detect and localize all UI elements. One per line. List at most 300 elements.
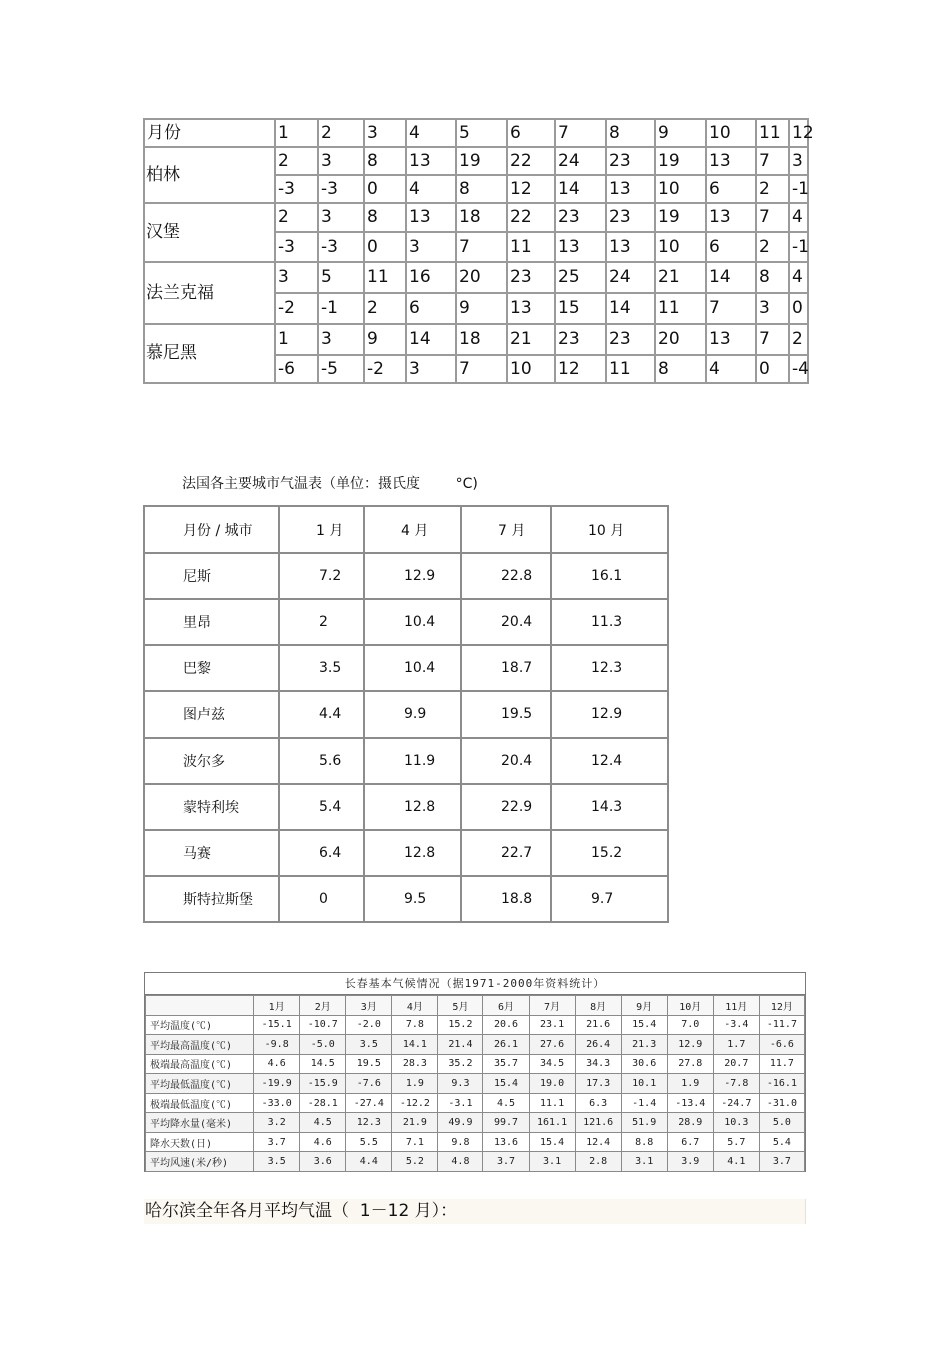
table-row — [144, 119, 808, 147]
value-cell: -31.0 — [759, 1093, 804, 1113]
temperature-cell: 11.3 — [551, 599, 668, 645]
table-row — [144, 784, 668, 830]
row-label-cell: 极端最低温度(℃) — [146, 1093, 254, 1113]
low-temp-cell: 13 — [555, 232, 606, 262]
temperature-cell: 3.5 — [279, 645, 364, 691]
value-cell: -5.0 — [300, 1035, 346, 1055]
value-cell: 27.6 — [529, 1035, 575, 1055]
table-row — [146, 1093, 805, 1113]
high-temp-cell: 23 — [606, 203, 655, 232]
city-name-cell: 蒙特利埃 — [144, 784, 279, 830]
high-temp-cell: 9 — [364, 324, 406, 355]
temperature-cell: 6.4 — [279, 830, 364, 876]
temperature-cell: 0 — [279, 876, 364, 922]
table-row — [146, 1074, 805, 1094]
high-temp-cell: 25 — [555, 262, 606, 293]
temperature-cell: 10.4 — [364, 599, 461, 645]
table-row — [144, 262, 808, 293]
value-cell: 14.1 — [392, 1035, 438, 1055]
low-temp-cell: 12 — [507, 175, 555, 203]
low-temp-cell: 9 — [456, 293, 507, 324]
value-cell: -11.7 — [759, 1015, 804, 1035]
temperature-cell: 5.6 — [279, 738, 364, 784]
high-temp-cell: 23 — [555, 203, 606, 232]
value-cell: 3.9 — [667, 1152, 713, 1172]
high-temp-cell: 3 — [275, 262, 318, 293]
low-temp-cell: 6 — [706, 175, 756, 203]
low-temp-cell: 6 — [706, 232, 756, 262]
low-temp-cell: 14 — [555, 175, 606, 203]
temperature-cell: 11.9 — [364, 738, 461, 784]
temperature-cell: 20.4 — [461, 738, 551, 784]
high-temp-cell: 22 — [507, 147, 555, 175]
value-cell: 3.7 — [254, 1132, 300, 1152]
high-temp-cell: 8 — [364, 147, 406, 175]
temperature-cell: 12.9 — [551, 691, 668, 737]
value-cell: 28.9 — [667, 1113, 713, 1133]
city-name-cell: 马赛 — [144, 830, 279, 876]
temperature-cell: 9.7 — [551, 876, 668, 922]
value-cell: 7.1 — [392, 1132, 438, 1152]
temperature-cell: 9.5 — [364, 876, 461, 922]
value-cell: 34.3 — [575, 1054, 621, 1074]
value-cell: 3.2 — [254, 1113, 300, 1133]
high-temp-cell: 14 — [706, 262, 756, 293]
city-name-cell: 斯特拉斯堡 — [144, 876, 279, 922]
month-header-label: 月份 — [144, 119, 275, 147]
temperature-cell: 10.4 — [364, 645, 461, 691]
value-cell: 9.3 — [438, 1074, 483, 1094]
value-cell: 26.1 — [483, 1035, 529, 1055]
high-temp-cell: 13 — [706, 147, 756, 175]
month-header-cell: 3 — [364, 119, 406, 147]
month-header-cell: 7 月 — [461, 506, 551, 553]
month-header-cell: 6 — [507, 119, 555, 147]
value-cell: 10.3 — [713, 1113, 759, 1133]
low-temp-cell: 0 — [364, 175, 406, 203]
value-cell: 19.0 — [529, 1074, 575, 1094]
table-row — [144, 645, 668, 691]
value-cell: -27.4 — [346, 1093, 392, 1113]
high-temp-cell: 18 — [456, 324, 507, 355]
value-cell: 5.0 — [759, 1113, 804, 1133]
month-header-cell: 12月 — [759, 996, 804, 1016]
value-cell: 8.8 — [621, 1132, 667, 1152]
table-row — [144, 830, 668, 876]
row-label-cell: 平均风速(米/秒) — [146, 1152, 254, 1172]
value-cell: 51.9 — [621, 1113, 667, 1133]
month-header-cell: 11 — [756, 119, 789, 147]
value-cell: 34.5 — [529, 1054, 575, 1074]
value-cell: 4.1 — [713, 1152, 759, 1172]
value-cell: 1.9 — [392, 1074, 438, 1094]
city-name-cell: 柏林 — [144, 147, 275, 203]
france-temperature-table — [143, 505, 669, 923]
value-cell: 5.4 — [759, 1132, 804, 1152]
value-cell: 4.6 — [300, 1132, 346, 1152]
value-cell: 49.9 — [438, 1113, 483, 1133]
low-temp-cell: 0 — [756, 355, 789, 383]
value-cell: -6.6 — [759, 1035, 804, 1055]
city-name-cell: 慕尼黑 — [144, 324, 275, 383]
temperature-cell: 12.8 — [364, 830, 461, 876]
low-temp-cell: 2 — [364, 293, 406, 324]
low-temp-cell: 2 — [756, 232, 789, 262]
value-cell: 27.8 — [667, 1054, 713, 1074]
month-header-cell: 5月 — [438, 996, 483, 1016]
table-row — [144, 203, 808, 232]
month-header-cell: 6月 — [483, 996, 529, 1016]
high-temp-cell: 8 — [364, 203, 406, 232]
low-temp-cell: 0 — [789, 293, 808, 324]
value-cell: 11.1 — [529, 1093, 575, 1113]
low-temp-cell: 13 — [507, 293, 555, 324]
value-cell: 3.1 — [529, 1152, 575, 1172]
value-cell: 15.4 — [529, 1132, 575, 1152]
value-cell: -7.8 — [713, 1074, 759, 1094]
table-row — [144, 691, 668, 737]
month-header-cell: 10 月 — [551, 506, 668, 553]
low-temp-cell: 8 — [456, 175, 507, 203]
changchun-table-title: 长春基本气候情况（据1971-2000年资料统计） — [145, 973, 805, 995]
harbin-heading: 哈尔滨全年各月平均气温（ 1－12 月）： — [144, 1199, 806, 1224]
month-header-cell: 4 月 — [364, 506, 461, 553]
value-cell: 23.1 — [529, 1015, 575, 1035]
temperature-cell: 22.8 — [461, 553, 551, 599]
temperature-cell: 14.3 — [551, 784, 668, 830]
value-cell: 3.6 — [300, 1152, 346, 1172]
temperature-cell: 4.4 — [279, 691, 364, 737]
low-temp-cell: 3 — [406, 232, 456, 262]
month-header-cell: 8月 — [575, 996, 621, 1016]
month-header-cell: 10月 — [667, 996, 713, 1016]
month-header-cell: 4月 — [392, 996, 438, 1016]
city-name-cell: 巴黎 — [144, 645, 279, 691]
value-cell: 15.4 — [483, 1074, 529, 1094]
value-cell: -9.8 — [254, 1035, 300, 1055]
table-row — [146, 996, 805, 1016]
high-temp-cell: 19 — [655, 147, 706, 175]
low-temp-cell: 14 — [606, 293, 655, 324]
value-cell: 161.1 — [529, 1113, 575, 1133]
temperature-cell: 16.1 — [551, 553, 668, 599]
temperature-cell: 19.5 — [461, 691, 551, 737]
low-temp-cell: 7 — [456, 232, 507, 262]
table-row — [146, 1132, 805, 1152]
table-row — [144, 324, 808, 355]
high-temp-cell: 22 — [507, 203, 555, 232]
temperature-cell: 15.2 — [551, 830, 668, 876]
value-cell: 26.4 — [575, 1035, 621, 1055]
low-temp-cell: -3 — [318, 175, 364, 203]
month-header-cell: 1 月 — [279, 506, 364, 553]
value-cell: 35.2 — [438, 1054, 483, 1074]
value-cell: -15.9 — [300, 1074, 346, 1094]
high-temp-cell: 19 — [456, 147, 507, 175]
table-row — [144, 147, 808, 175]
high-temp-cell: 13 — [406, 147, 456, 175]
low-temp-cell: 7 — [706, 293, 756, 324]
value-cell: 28.3 — [392, 1054, 438, 1074]
low-temp-cell: -2 — [275, 293, 318, 324]
high-temp-cell: 24 — [606, 262, 655, 293]
low-temp-cell: -4 — [789, 355, 808, 383]
value-cell: -1.4 — [621, 1093, 667, 1113]
temperature-cell: 12.9 — [364, 553, 461, 599]
city-name-cell: 汉堡 — [144, 203, 275, 262]
row-label-cell: 极端最高温度(℃) — [146, 1054, 254, 1074]
value-cell: 3.5 — [254, 1152, 300, 1172]
value-cell: 5.7 — [713, 1132, 759, 1152]
value-cell: 4.6 — [254, 1054, 300, 1074]
month-header-cell: 8 — [606, 119, 655, 147]
table-row — [146, 1152, 805, 1172]
low-temp-cell: 10 — [507, 355, 555, 383]
temperature-cell: 12.4 — [551, 738, 668, 784]
value-cell: 15.2 — [438, 1015, 483, 1035]
high-temp-cell: 20 — [655, 324, 706, 355]
temperature-cell: 7.2 — [279, 553, 364, 599]
value-cell: 21.4 — [438, 1035, 483, 1055]
value-cell: 10.1 — [621, 1074, 667, 1094]
value-cell: 17.3 — [575, 1074, 621, 1094]
high-temp-cell: 14 — [406, 324, 456, 355]
city-name-cell: 法兰克福 — [144, 262, 275, 324]
city-name-cell: 图卢兹 — [144, 691, 279, 737]
low-temp-cell: 6 — [406, 293, 456, 324]
table-row — [144, 599, 668, 645]
value-cell: -7.6 — [346, 1074, 392, 1094]
month-header-cell: 4 — [406, 119, 456, 147]
high-temp-cell: 3 — [789, 147, 808, 175]
value-cell: 99.7 — [483, 1113, 529, 1133]
high-temp-cell: 23 — [555, 324, 606, 355]
value-cell: 1.9 — [667, 1074, 713, 1094]
value-cell: 11.7 — [759, 1054, 804, 1074]
temperature-cell: 5.4 — [279, 784, 364, 830]
city-name-cell: 尼斯 — [144, 553, 279, 599]
value-cell: -2.0 — [346, 1015, 392, 1035]
high-temp-cell: 3 — [318, 324, 364, 355]
low-temp-cell: -3 — [318, 232, 364, 262]
value-cell: -19.9 — [254, 1074, 300, 1094]
temperature-cell: 18.8 — [461, 876, 551, 922]
value-cell: -3.1 — [438, 1093, 483, 1113]
high-temp-cell: 1 — [275, 324, 318, 355]
high-temp-cell: 2 — [275, 203, 318, 232]
value-cell: -3.4 — [713, 1015, 759, 1035]
value-cell: 7.8 — [392, 1015, 438, 1035]
month-header-cell: 2月 — [300, 996, 346, 1016]
high-temp-cell: 2 — [789, 324, 808, 355]
low-temp-cell: 10 — [655, 175, 706, 203]
low-temp-cell: 11 — [507, 232, 555, 262]
temperature-cell: 22.9 — [461, 784, 551, 830]
value-cell: 13.6 — [483, 1132, 529, 1152]
value-cell: 4.5 — [483, 1093, 529, 1113]
table-row — [146, 1015, 805, 1035]
low-temp-cell: -1 — [318, 293, 364, 324]
low-temp-cell: -2 — [364, 355, 406, 383]
high-temp-cell: 13 — [706, 324, 756, 355]
month-header-cell: 1月 — [254, 996, 300, 1016]
value-cell: 35.7 — [483, 1054, 529, 1074]
low-temp-cell: -5 — [318, 355, 364, 383]
temperature-cell: 12.8 — [364, 784, 461, 830]
month-header-cell: 10 — [706, 119, 756, 147]
low-temp-cell: -3 — [275, 175, 318, 203]
high-temp-cell: 21 — [507, 324, 555, 355]
value-cell: 19.5 — [346, 1054, 392, 1074]
value-cell: 121.6 — [575, 1113, 621, 1133]
value-cell: 5.2 — [392, 1152, 438, 1172]
value-cell: 20.6 — [483, 1015, 529, 1035]
high-temp-cell: 3 — [318, 147, 364, 175]
value-cell: 6.7 — [667, 1132, 713, 1152]
corner-cell — [146, 996, 254, 1016]
temperature-cell: 2 — [279, 599, 364, 645]
value-cell: 3.1 — [621, 1152, 667, 1172]
row-label-cell: 平均降水量(毫米) — [146, 1113, 254, 1133]
value-cell: 21.9 — [392, 1113, 438, 1133]
value-cell: 12.4 — [575, 1132, 621, 1152]
value-cell: 1.7 — [713, 1035, 759, 1055]
value-cell: 20.7 — [713, 1054, 759, 1074]
row-label-cell: 降水天数(日) — [146, 1132, 254, 1152]
month-header-cell: 1 — [275, 119, 318, 147]
high-temp-cell: 11 — [364, 262, 406, 293]
table-row — [146, 1054, 805, 1074]
month-header-cell: 7月 — [529, 996, 575, 1016]
changchun-climate-table — [145, 995, 805, 1172]
high-temp-cell: 4 — [789, 203, 808, 232]
high-temp-cell: 5 — [318, 262, 364, 293]
value-cell: 2.8 — [575, 1152, 621, 1172]
value-cell: 21.3 — [621, 1035, 667, 1055]
high-temp-cell: 18 — [456, 203, 507, 232]
month-header-cell: 11月 — [713, 996, 759, 1016]
value-cell: 4.4 — [346, 1152, 392, 1172]
high-temp-cell: 7 — [756, 203, 789, 232]
value-cell: 7.0 — [667, 1015, 713, 1035]
value-cell: -13.4 — [667, 1093, 713, 1113]
value-cell: 30.6 — [621, 1054, 667, 1074]
low-temp-cell: 11 — [655, 293, 706, 324]
low-temp-cell: -6 — [275, 355, 318, 383]
high-temp-cell: 23 — [507, 262, 555, 293]
value-cell: -24.7 — [713, 1093, 759, 1113]
high-temp-cell: 16 — [406, 262, 456, 293]
month-header-cell: 3月 — [346, 996, 392, 1016]
low-temp-cell: 13 — [606, 232, 655, 262]
low-temp-cell: -1 — [789, 175, 808, 203]
low-temp-cell: -3 — [275, 232, 318, 262]
value-cell: 12.3 — [346, 1113, 392, 1133]
value-cell: 15.4 — [621, 1015, 667, 1035]
month-city-header-cell: 月份 / 城市 — [144, 506, 279, 553]
value-cell: -33.0 — [254, 1093, 300, 1113]
row-label-cell: 平均最低温度(℃) — [146, 1074, 254, 1094]
high-temp-cell: 13 — [406, 203, 456, 232]
table-row — [146, 1113, 805, 1133]
low-temp-cell: 2 — [756, 175, 789, 203]
low-temp-cell: 13 — [606, 175, 655, 203]
value-cell: 5.5 — [346, 1132, 392, 1152]
changchun-climate-table-image — [144, 972, 806, 1172]
table-row — [144, 876, 668, 922]
low-temp-cell: 3 — [406, 355, 456, 383]
low-temp-cell: 7 — [456, 355, 507, 383]
low-temp-cell: -1 — [789, 232, 808, 262]
high-temp-cell: 3 — [318, 203, 364, 232]
low-temp-cell: 12 — [555, 355, 606, 383]
month-header-cell: 9月 — [621, 996, 667, 1016]
month-header-cell: 9 — [655, 119, 706, 147]
high-temp-cell: 4 — [789, 262, 808, 293]
high-temp-cell: 23 — [606, 147, 655, 175]
value-cell: 3.7 — [483, 1152, 529, 1172]
germany-temperature-table — [143, 118, 814, 384]
high-temp-cell: 19 — [655, 203, 706, 232]
low-temp-cell: 8 — [655, 355, 706, 383]
row-label-cell: 平均最高温度(℃) — [146, 1035, 254, 1055]
value-cell: 4.5 — [300, 1113, 346, 1133]
value-cell: 4.8 — [438, 1152, 483, 1172]
value-cell: -10.7 — [300, 1015, 346, 1035]
table-row — [144, 506, 668, 553]
low-temp-cell: 3 — [756, 293, 789, 324]
high-temp-cell: 7 — [756, 147, 789, 175]
high-temp-cell: 2 — [275, 147, 318, 175]
temperature-cell: 9.9 — [364, 691, 461, 737]
month-header-cell: 2 — [318, 119, 364, 147]
temperature-cell: 22.7 — [461, 830, 551, 876]
value-cell: -16.1 — [759, 1074, 804, 1094]
temperature-cell: 18.7 — [461, 645, 551, 691]
city-name-cell: 里昂 — [144, 599, 279, 645]
high-temp-cell: 21 — [655, 262, 706, 293]
temperature-cell: 12.3 — [551, 645, 668, 691]
france-table-title: 法国各主要城市气温表（单位：摄氏度 °C) — [182, 476, 478, 492]
low-temp-cell: 4 — [406, 175, 456, 203]
high-temp-cell: 20 — [456, 262, 507, 293]
value-cell: -15.1 — [254, 1015, 300, 1035]
table-row — [144, 738, 668, 784]
value-cell: 12.9 — [667, 1035, 713, 1055]
row-label-cell: 平均温度(℃) — [146, 1015, 254, 1035]
value-cell: -12.2 — [392, 1093, 438, 1113]
value-cell: 9.8 — [438, 1132, 483, 1152]
table-row — [144, 553, 668, 599]
value-cell: 3.7 — [759, 1152, 804, 1172]
temperature-cell: 20.4 — [461, 599, 551, 645]
value-cell: 21.6 — [575, 1015, 621, 1035]
city-name-cell: 波尔多 — [144, 738, 279, 784]
high-temp-cell: 8 — [756, 262, 789, 293]
low-temp-cell: 4 — [706, 355, 756, 383]
month-header-cell: 7 — [555, 119, 606, 147]
value-cell: -28.1 — [300, 1093, 346, 1113]
value-cell: 6.3 — [575, 1093, 621, 1113]
low-temp-cell: 15 — [555, 293, 606, 324]
low-temp-cell: 11 — [606, 355, 655, 383]
table-row — [146, 1035, 805, 1055]
high-temp-cell: 24 — [555, 147, 606, 175]
low-temp-cell: 10 — [655, 232, 706, 262]
high-temp-cell: 13 — [706, 203, 756, 232]
value-cell: 14.5 — [300, 1054, 346, 1074]
month-header-cell: 12 — [789, 119, 808, 147]
